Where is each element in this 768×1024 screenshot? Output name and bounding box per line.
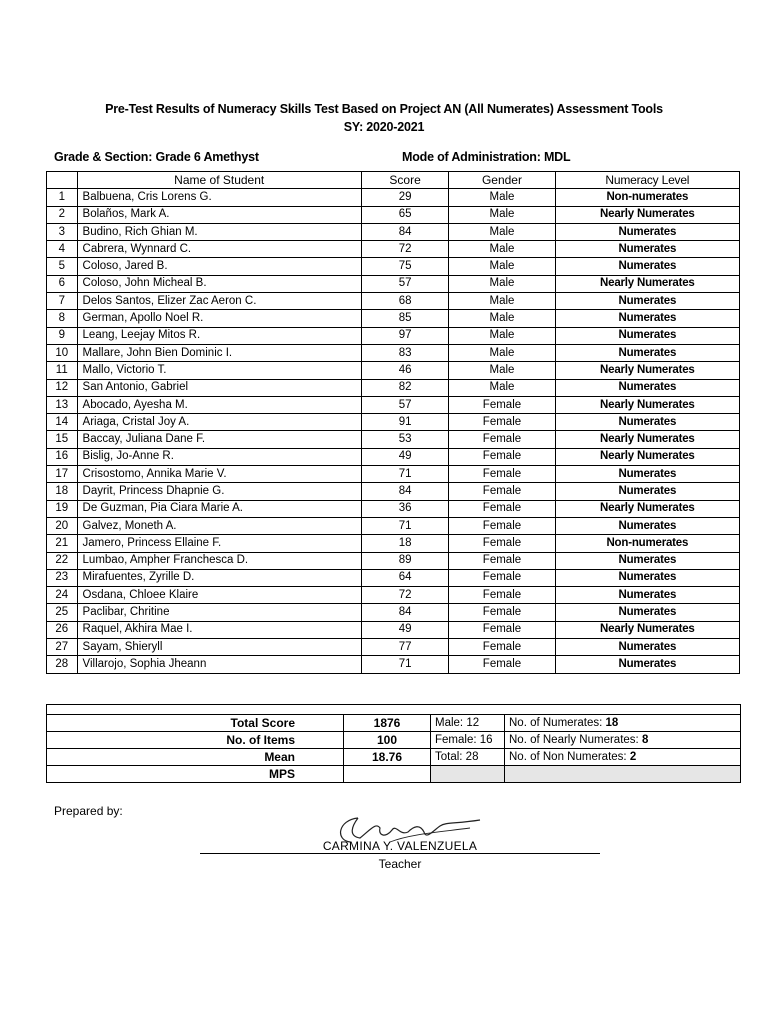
numeracy-level: Numerates: [555, 604, 739, 621]
student-name: Baccay, Juliana Dane F.: [77, 431, 361, 448]
student-name: Budino, Rich Ghian M.: [77, 223, 361, 240]
student-gender: Female: [449, 569, 555, 586]
mean-label: Mean: [47, 749, 344, 766]
student-score: 49: [361, 621, 448, 638]
student-score: 64: [361, 569, 448, 586]
student-score: 68: [361, 293, 448, 310]
student-gender: Female: [449, 535, 555, 552]
student-gender: Male: [449, 241, 555, 258]
summary-row: [47, 715, 741, 732]
student-gender: Male: [449, 327, 555, 344]
student-score: 84: [361, 223, 448, 240]
table-row: [47, 517, 740, 534]
prepared-by-label: Prepared by:: [54, 804, 123, 818]
numeracy-level: Nearly Numerates: [555, 362, 739, 379]
table-row: [47, 552, 740, 569]
student-name: Mallare, John Bien Dominic I.: [77, 344, 361, 361]
mode-of-administration: Mode of Administration: MDL: [402, 150, 571, 164]
student-gender: Male: [449, 379, 555, 396]
row-number: 6: [47, 275, 78, 292]
student-score: 71: [361, 466, 448, 483]
table-row: [47, 604, 740, 621]
student-gender: Female: [449, 466, 555, 483]
student-gender: Male: [449, 293, 555, 310]
student-name: Abocado, Ayesha M.: [77, 396, 361, 413]
row-number: 19: [47, 500, 78, 517]
student-gender: Male: [449, 206, 555, 223]
student-gender: Female: [449, 483, 555, 500]
table-row: [47, 656, 740, 673]
student-score: 53: [361, 431, 448, 448]
student-score: 46: [361, 362, 448, 379]
row-number: 8: [47, 310, 78, 327]
teacher-name: CARMINA Y. VALENZUELA: [322, 839, 478, 853]
header-gender: Gender: [449, 172, 555, 189]
student-name: De Guzman, Pia Ciara Marie A.: [77, 500, 361, 517]
student-score: 89: [361, 552, 448, 569]
student-name: Crisostomo, Annika Marie V.: [77, 466, 361, 483]
table-row: [47, 535, 740, 552]
student-name: Balbuena, Cris Lorens G.: [77, 189, 361, 206]
items-label: No. of Items: [47, 732, 344, 749]
table-row: [47, 569, 740, 586]
student-gender: Female: [449, 396, 555, 413]
document-title: Pre-Test Results of Numeracy Skills Test Based on Project AN (All Numerates) Assessment Tools: [105, 102, 663, 116]
student-gender: Female: [449, 621, 555, 638]
total-count: Total: 28: [431, 749, 505, 766]
table-row: [47, 396, 740, 413]
table-row: [47, 500, 740, 517]
results-table-body: [47, 189, 740, 673]
student-name: Leang, Leejay Mitos R.: [77, 327, 361, 344]
student-score: 71: [361, 656, 448, 673]
student-score: 57: [361, 396, 448, 413]
table-row: [47, 448, 740, 465]
student-gender: Female: [449, 604, 555, 621]
row-number: 24: [47, 587, 78, 604]
table-row: [47, 241, 740, 258]
student-gender: Female: [449, 517, 555, 534]
student-gender: Female: [449, 587, 555, 604]
table-row: [47, 293, 740, 310]
summary-row: [47, 766, 741, 783]
female-count: Female: 16: [431, 732, 505, 749]
row-number: 7: [47, 293, 78, 310]
numeracy-level: Numerates: [555, 379, 739, 396]
table-row: [47, 362, 740, 379]
numeracy-level: Numerates: [555, 258, 739, 275]
student-gender: Female: [449, 414, 555, 431]
student-gender: Male: [449, 189, 555, 206]
student-name: Coloso, Jared B.: [77, 258, 361, 275]
student-score: 97: [361, 327, 448, 344]
header-numeracy-level: Numeracy Level: [555, 172, 739, 189]
student-gender: Female: [449, 448, 555, 465]
student-score: 36: [361, 500, 448, 517]
student-gender: Female: [449, 500, 555, 517]
student-score: 71: [361, 517, 448, 534]
numeracy-level: Numerates: [555, 483, 739, 500]
signature-line: [200, 853, 600, 854]
summary-spacer-row: [47, 705, 741, 715]
table-row: [47, 344, 740, 361]
student-score: 75: [361, 258, 448, 275]
student-score: 29: [361, 189, 448, 206]
numeracy-level: Numerates: [555, 310, 739, 327]
student-name: Bolaños, Mark A.: [77, 206, 361, 223]
numeracy-level: Numerates: [555, 344, 739, 361]
school-year: SY: 2020-2021: [343, 120, 425, 134]
student-name: San Antonio, Gabriel: [77, 379, 361, 396]
student-name: Mirafuentes, Zyrille D.: [77, 569, 361, 586]
numeracy-level: Nearly Numerates: [555, 500, 739, 517]
numeracy-level: Numerates: [555, 656, 739, 673]
row-number: 13: [47, 396, 78, 413]
numeracy-level: Nearly Numerates: [555, 396, 739, 413]
total-score-label: Total Score: [47, 715, 344, 732]
student-gender: Male: [449, 310, 555, 327]
numeracy-level: Numerates: [555, 327, 739, 344]
student-gender: Female: [449, 552, 555, 569]
total-score-value: 1876: [344, 715, 431, 732]
mps-value: [344, 766, 431, 783]
row-number: 27: [47, 639, 78, 656]
student-score: 77: [361, 639, 448, 656]
student-name: Cabrera, Wynnard C.: [77, 241, 361, 258]
student-score: 72: [361, 241, 448, 258]
student-name: Raquel, Akhira Mae I.: [77, 621, 361, 638]
student-name: Osdana, Chloee Klaire: [77, 587, 361, 604]
row-number: 10: [47, 344, 78, 361]
numeracy-level: Numerates: [555, 569, 739, 586]
student-score: 84: [361, 483, 448, 500]
table-row: [47, 223, 740, 240]
row-number: 16: [47, 448, 78, 465]
row-number: 2: [47, 206, 78, 223]
gray-cell: [431, 766, 505, 783]
row-number: 11: [47, 362, 78, 379]
student-name: Ariaga, Cristal Joy A.: [77, 414, 361, 431]
student-name: Galvez, Moneth A.: [77, 517, 361, 534]
row-number: 4: [47, 241, 78, 258]
student-score: 91: [361, 414, 448, 431]
table-row: [47, 275, 740, 292]
table-row: [47, 327, 740, 344]
table-row: [47, 310, 740, 327]
row-number: 17: [47, 466, 78, 483]
results-table: [46, 171, 740, 674]
numeracy-level: Numerates: [555, 293, 739, 310]
student-gender: Female: [449, 639, 555, 656]
row-number: 28: [47, 656, 78, 673]
row-number: 9: [47, 327, 78, 344]
student-name: Sayam, Shieryll: [77, 639, 361, 656]
numeracy-level: Nearly Numerates: [555, 431, 739, 448]
nearly-numerates-count: No. of Nearly Numerates: 8: [505, 732, 741, 749]
table-row: [47, 587, 740, 604]
table-row: [47, 414, 740, 431]
row-number: 22: [47, 552, 78, 569]
student-score: 83: [361, 344, 448, 361]
student-score: 18: [361, 535, 448, 552]
row-number: 14: [47, 414, 78, 431]
student-name: Lumbao, Ampher Franchesca D.: [77, 552, 361, 569]
student-gender: Male: [449, 362, 555, 379]
student-name: Delos Santos, Elizer Zac Aeron C.: [77, 293, 361, 310]
summary-table: [46, 704, 741, 783]
numeracy-level: Nearly Numerates: [555, 621, 739, 638]
row-number: 18: [47, 483, 78, 500]
student-name: Villarojo, Sophia Jheann: [77, 656, 361, 673]
header-number: [47, 172, 78, 189]
student-score: 57: [361, 275, 448, 292]
table-row: [47, 189, 740, 206]
student-gender: Male: [449, 223, 555, 240]
student-gender: Female: [449, 431, 555, 448]
gray-cell: [505, 766, 741, 783]
table-row: [47, 431, 740, 448]
numeracy-level: Nearly Numerates: [555, 206, 739, 223]
row-number: 23: [47, 569, 78, 586]
table-row: [47, 206, 740, 223]
table-row: [47, 621, 740, 638]
row-number: 21: [47, 535, 78, 552]
student-score: 84: [361, 604, 448, 621]
student-name: Dayrit, Princess Dhapnie G.: [77, 483, 361, 500]
non-numerates-count: No. of Non Numerates: 2: [505, 749, 741, 766]
row-number: 26: [47, 621, 78, 638]
student-score: 85: [361, 310, 448, 327]
teacher-role: Teacher: [378, 857, 422, 871]
table-row: [47, 379, 740, 396]
male-count: Male: 12: [431, 715, 505, 732]
row-number: 1: [47, 189, 78, 206]
row-number: 3: [47, 223, 78, 240]
numeracy-level: Nearly Numerates: [555, 275, 739, 292]
summary-row: [47, 732, 741, 749]
table-row: [47, 258, 740, 275]
table-row: [47, 483, 740, 500]
table-row: [47, 466, 740, 483]
student-name: Bislig, Jo-Anne R.: [77, 448, 361, 465]
header-score: Score: [361, 172, 448, 189]
row-number: 20: [47, 517, 78, 534]
student-name: Coloso, John Micheal B.: [77, 275, 361, 292]
student-gender: Female: [449, 656, 555, 673]
items-value: 100: [344, 732, 431, 749]
numeracy-level: Nearly Numerates: [555, 448, 739, 465]
mean-value: 18.76: [344, 749, 431, 766]
row-number: 12: [47, 379, 78, 396]
student-name: Jamero, Princess Ellaine F.: [77, 535, 361, 552]
student-score: 49: [361, 448, 448, 465]
numeracy-level: Non-numerates: [555, 189, 739, 206]
student-score: 72: [361, 587, 448, 604]
numeracy-level: Numerates: [555, 639, 739, 656]
student-name: Mallo, Victorio T.: [77, 362, 361, 379]
row-number: 5: [47, 258, 78, 275]
numerates-count: No. of Numerates: 18: [505, 715, 741, 732]
row-number: 15: [47, 431, 78, 448]
student-name: German, Apollo Noel R.: [77, 310, 361, 327]
mps-label: MPS: [47, 766, 344, 783]
student-gender: Male: [449, 275, 555, 292]
numeracy-level: Numerates: [555, 241, 739, 258]
numeracy-level: Non-numerates: [555, 535, 739, 552]
numeracy-level: Numerates: [555, 552, 739, 569]
student-gender: Male: [449, 344, 555, 361]
student-name: Paclibar, Chritine: [77, 604, 361, 621]
numeracy-level: Numerates: [555, 466, 739, 483]
numeracy-level: Numerates: [555, 517, 739, 534]
table-row: [47, 639, 740, 656]
student-score: 82: [361, 379, 448, 396]
numeracy-level: Numerates: [555, 587, 739, 604]
student-gender: Male: [449, 258, 555, 275]
student-score: 65: [361, 206, 448, 223]
table-header-row: [47, 172, 740, 189]
header-name: Name of Student: [77, 172, 361, 189]
numeracy-level: Numerates: [555, 414, 739, 431]
summary-row: [47, 749, 741, 766]
row-number: 25: [47, 604, 78, 621]
grade-section: Grade & Section: Grade 6 Amethyst: [54, 150, 259, 164]
numeracy-level: Numerates: [555, 223, 739, 240]
